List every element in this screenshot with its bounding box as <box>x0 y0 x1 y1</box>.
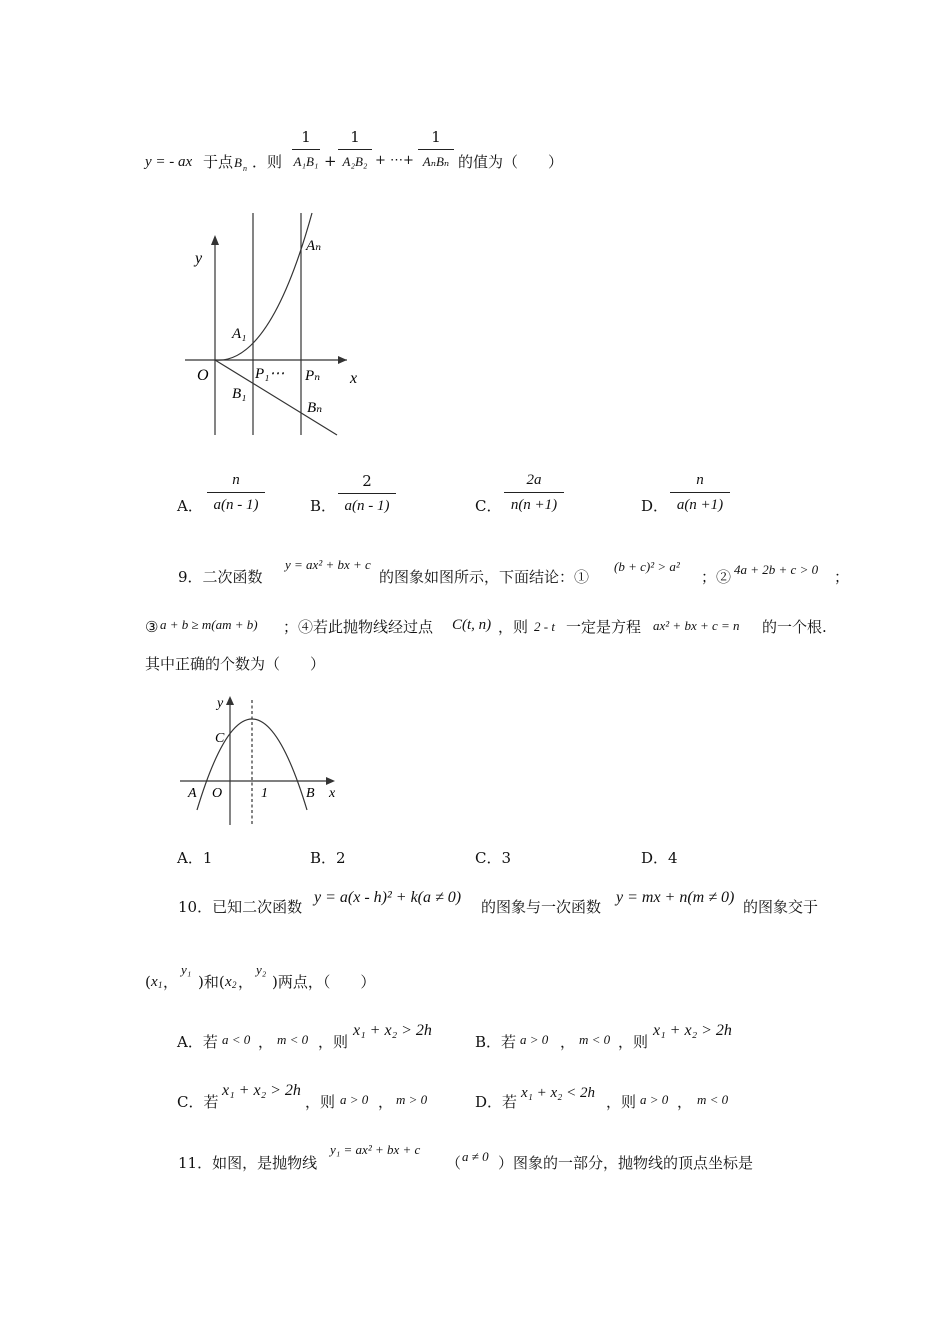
q9-conclusion-3: a + b ≥ m(am + b) <box>160 617 258 632</box>
q8-sum-num-2: 1 <box>350 128 360 146</box>
q8-sum-plus-1: + <box>324 152 337 170</box>
q10-text1: 的图象与一次函数 <box>481 898 602 916</box>
q8-text-then: ．则 <box>252 153 283 171</box>
q11-cond-open: （ <box>446 1154 462 1172</box>
q9-x-label: x <box>329 786 336 801</box>
q9-question: 其中正确的个数为（ ） <box>145 655 326 673</box>
q8-p1-label: P₁⋯ <box>255 366 285 382</box>
q11-cond: a ≠ 0 <box>462 1149 489 1164</box>
q8-o-label: O <box>197 367 209 384</box>
q10-func1: y = a(x - h)² + k(a ≠ 0) <box>314 889 462 906</box>
q8-line-expr: y = - ax <box>145 154 193 170</box>
q8-option-c-frac <box>504 472 564 514</box>
q8-y-arrow <box>211 235 219 245</box>
q10-option-b-label: B．若 <box>475 1033 517 1051</box>
q8-figure <box>175 205 375 445</box>
q9-option-a: A．1 <box>177 849 213 867</box>
q9-sep1: ；② <box>701 568 732 586</box>
q8-option-d-label: D． <box>641 497 669 515</box>
q8-option-b-num: 2 <box>362 472 372 490</box>
q8-sum-den-3: AₙBₙ <box>422 154 450 169</box>
q10-x2-sub: 2 <box>232 980 237 990</box>
q10-option-c-sep: ， <box>378 1093 394 1111</box>
q8-sum-den-2: A₂B₂ <box>342 154 368 169</box>
q10-text2: 的图象交于 <box>743 898 819 916</box>
q8-sum-num-1: 1 <box>301 128 311 146</box>
q10-option-d-cond: x₁ + x₂ < 2h <box>521 1085 595 1101</box>
q8-b1-label: B₁ <box>232 386 247 402</box>
q9-one-label: 1 <box>261 786 268 801</box>
q10-x2: x <box>225 974 232 990</box>
q11-func: y₁ = ax² + bx + c <box>330 1142 421 1157</box>
q8-option-c-num: 2a <box>526 472 542 488</box>
q10-option-a-cond2: m < 0 <box>277 1032 309 1047</box>
q10-option-b-cond2: m < 0 <box>579 1032 611 1047</box>
q8-option-a-num: n <box>232 472 240 488</box>
q9-c4-point: C(t, n) <box>452 617 492 633</box>
q9-c4-expr: 2 - t <box>534 619 555 634</box>
q8-option-d-num: n <box>696 472 704 488</box>
q8-option-c-label: C． <box>475 497 502 515</box>
q10-option-d-sep: ， <box>677 1093 693 1111</box>
q10-comma1: ， <box>163 973 179 991</box>
q8-option-d-den: a(n +1) <box>676 497 724 513</box>
q10-option-c-res1: a > 0 <box>340 1092 369 1107</box>
q10-option-a-label: A．若 <box>177 1033 218 1051</box>
q10-option-a-cond1: a < 0 <box>222 1032 251 1047</box>
q10-option-d-res1: a > 0 <box>640 1092 669 1107</box>
q8-y-label: y <box>195 250 203 267</box>
q9-sep2: ； <box>834 568 850 586</box>
q8-parabola-curve <box>215 213 312 360</box>
q8-x-label: x <box>350 370 358 387</box>
q10-option-b-sep: ， <box>560 1033 576 1051</box>
q9-c4-eq: ax² + bx + c = n <box>653 618 740 633</box>
q8-sum-frac-3 <box>418 128 454 170</box>
q11-number: 11．如图，是抛物线 <box>178 1154 318 1172</box>
q10-number: 10．已知二次函数 <box>178 898 303 916</box>
q11-text: ）图象的一部分，抛物线的顶点坐标是 <box>498 1154 754 1172</box>
q10-pts-open1: ( <box>145 973 151 991</box>
q8-option-a-label: A． <box>177 497 203 515</box>
q8-option-b-frac <box>338 472 396 515</box>
q10-option-b-result: x₁ + x₂ > 2h <box>653 1022 732 1039</box>
q9-c4-text: 一定是方程 <box>566 618 642 636</box>
q8-point-b: B <box>234 155 242 170</box>
q9-option-d: D．4 <box>641 849 678 867</box>
q10-pts-mid: )和( <box>198 973 225 991</box>
q10-option-a-then: ，则 <box>318 1033 349 1051</box>
q10-option-c-label: C．若 <box>177 1093 219 1111</box>
q10-option-a-result: x₁ + x₂ > 2h <box>353 1022 432 1039</box>
q10-func2: y = mx + n(m ≠ 0) <box>616 889 735 906</box>
q9-c4-prefix: ；④若此抛物线经过点 <box>283 618 434 636</box>
q10-option-c-res2: m > 0 <box>396 1092 428 1107</box>
q10-option-d-then: ，则 <box>606 1093 637 1111</box>
q8-text-meet: 于点 <box>203 153 234 171</box>
q10-pts-end: )两点，（ ） <box>272 973 376 991</box>
q8-x-arrow <box>338 356 347 364</box>
q8-sum-frac-1 <box>292 128 320 170</box>
q8-sum-plus-2: + ⋯+ <box>375 153 414 168</box>
q10-option-b-then: ，则 <box>618 1033 649 1051</box>
q9-a-label: A <box>188 786 197 801</box>
q8-sum-frac-2 <box>338 128 372 170</box>
q8-option-b-label: B． <box>310 497 337 515</box>
q9-option-b: B．2 <box>310 849 346 867</box>
q10-x1: x <box>151 974 158 990</box>
q9-figure <box>175 690 350 830</box>
q10-comma2: ， <box>238 973 254 991</box>
q9-number: 9．二次函数 <box>178 568 263 586</box>
q9-text1: 的图象如图所示，下面结论：① <box>379 568 590 586</box>
q9-option-c: C．3 <box>475 849 512 867</box>
q9-y-label: y <box>217 696 224 711</box>
q10-y2: y₂ <box>256 962 267 977</box>
q8-a1-label: A₁ <box>232 326 247 342</box>
q9-c3-prefix: ③ <box>145 618 159 636</box>
q8-option-d-frac <box>670 472 730 514</box>
q8-option-a-den: a(n - 1) <box>213 497 259 513</box>
q9-c-label: C <box>215 731 225 746</box>
q10-option-c-then: ，则 <box>305 1093 336 1111</box>
q9-o-label: O <box>212 786 223 801</box>
q8-option-a-frac <box>207 472 265 514</box>
q8-text-value: 的值为（ ） <box>458 153 564 171</box>
q10-option-c-cond: x₁ + x₂ > 2h <box>222 1082 301 1099</box>
q8-option-b-den: a(n - 1) <box>344 498 390 514</box>
q9-c4-end: 的一个根. <box>762 618 827 636</box>
q8-option-c-den: n(n +1) <box>510 497 558 513</box>
q9-conclusion-2: 4a + 2b + c > 0 <box>734 562 819 577</box>
q8-bn-label: Bₙ <box>307 400 323 416</box>
q9-func: y = ax² + bx + c <box>285 557 371 572</box>
q9-y-arrow <box>226 696 234 705</box>
q10-option-a-sep: ， <box>258 1033 274 1051</box>
q10-option-d-res2: m < 0 <box>697 1092 729 1107</box>
q10-x1-sub: 1 <box>158 980 163 990</box>
q9-conclusion-1: (b + c)² > a² <box>614 559 680 574</box>
q8-point-b-sub: n <box>243 164 247 173</box>
q10-y1: y₁ <box>181 962 192 977</box>
q8-pn-label: Pₙ <box>305 368 321 384</box>
q8-sum-num-3: 1 <box>431 128 441 146</box>
q10-option-b-cond1: a > 0 <box>520 1032 549 1047</box>
q8-sum-den-1: A₁B₁ <box>293 154 319 169</box>
q9-b-label: B <box>306 786 315 801</box>
q8-an-label: Aₙ <box>306 238 322 254</box>
q9-c4-mid: ，则 <box>498 618 529 636</box>
q9-x-arrow <box>326 777 335 785</box>
q10-option-d-label: D．若 <box>475 1093 518 1111</box>
